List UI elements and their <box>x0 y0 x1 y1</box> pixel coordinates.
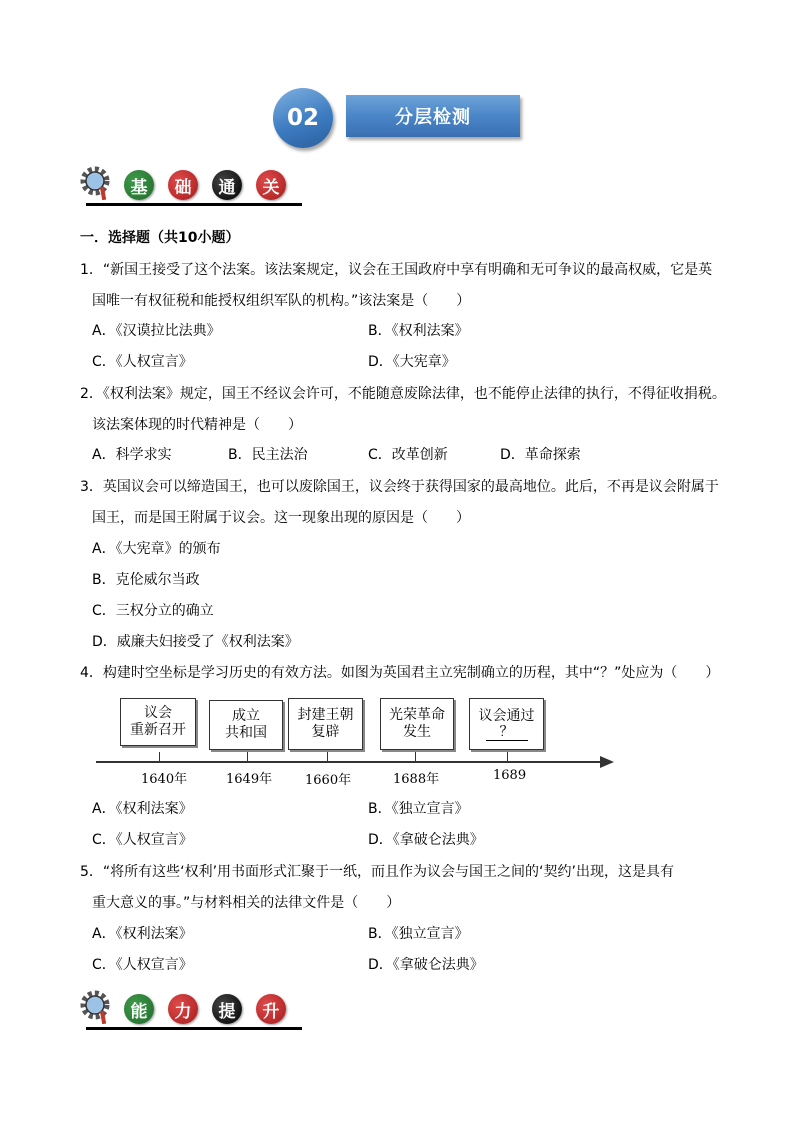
basic-char-4: 关 <box>256 170 286 200</box>
q2-option-c[interactable]: C．改革创新 <box>368 447 448 463</box>
basic-char-1: 基 <box>124 170 154 200</box>
section-number: 02 <box>286 105 319 131</box>
q1-option-d[interactable]: D．《大宪章》 <box>368 354 456 370</box>
q2-option-a[interactable]: A．科学求实 <box>92 447 172 463</box>
q1-line2: 国唯一有权征税和能授权组织军队的机构。”该法案是（ ） <box>92 293 471 309</box>
q4-line1: 4．构建时空坐标是学习历史的有效方法。如图为英国君主立宪制确立的历程，其中“？”处应为（ ） <box>80 665 720 681</box>
q5-option-b[interactable]: B．《独立宣言》 <box>368 926 469 942</box>
timeline-year: 1689 <box>493 768 527 783</box>
timeline-tick <box>247 752 248 762</box>
section-number-badge <box>273 88 333 148</box>
advanced-char-4: 升 <box>256 994 286 1024</box>
timeline-axis <box>96 761 606 763</box>
q2-option-d[interactable]: D．革命探索 <box>500 447 581 463</box>
section-underline <box>86 1027 302 1030</box>
q3-option-d[interactable]: D．威廉夫妇接受了《权利法案》 <box>92 634 299 650</box>
section-title-banner <box>346 95 520 137</box>
part-title: 一．选择题（共10小题） <box>80 230 240 246</box>
timeline-year: 1640年 <box>141 772 188 787</box>
q4-option-a[interactable]: A．《权利法案》 <box>92 801 193 817</box>
q5-option-c[interactable]: C．《人权宣言》 <box>92 957 193 973</box>
q5-option-a[interactable]: A．《权利法案》 <box>92 926 193 942</box>
q2-line2: 该法案体现的时代精神是（ ） <box>92 417 302 433</box>
basic-char-2: 础 <box>168 170 198 200</box>
q5-line2: 重大意义的事。”与材料相关的法律文件是（ ） <box>92 895 401 911</box>
q3-line2: 国王，而是国王附属于议会。这一现象出现的原因是（ ） <box>92 510 470 526</box>
q5-option-d[interactable]: D．《拿破仑法典》 <box>368 957 484 973</box>
q3-line1: 3．英国议会可以缔造国王，也可以废除国王，议会终于获得国家的最高地位。此后，不再是议会附属于 <box>80 479 719 495</box>
q1-option-b[interactable]: B．《权利法案》 <box>368 323 469 339</box>
timeline-tick <box>159 752 160 762</box>
q3-option-a[interactable]: A．《大宪章》的颁布 <box>92 541 221 557</box>
q5-line1: 5．“将所有这些‘权利’用书面形式汇聚于一纸，而且作为议会与国王之间的‘契约’出现，这是具有 <box>80 864 674 880</box>
advanced-char-3: 提 <box>212 994 242 1024</box>
q1-option-a[interactable]: A．《汉谟拉比法典》 <box>92 323 221 339</box>
timeline-year: 1688年 <box>393 772 440 787</box>
q1-line1: 1．“新国王接受了这个法案。该法案规定，议会在王国政府中享有明确和无可争议的最高权威，它是英 <box>80 262 713 278</box>
q4-option-b[interactable]: B．《独立宣言》 <box>368 801 469 817</box>
timeline-tick <box>327 752 328 762</box>
timeline-box: 议会 重新召开 <box>120 698 196 746</box>
timeline-box-question: 议会通过 ？ <box>469 698 544 750</box>
timeline-box: 封建王朝 复辟 <box>288 698 363 750</box>
timeline-box: 成立 共和国 <box>209 700 283 750</box>
advanced-char-2: 力 <box>168 994 198 1024</box>
timeline-year: 1660年 <box>305 773 352 788</box>
basic-char-3: 通 <box>212 170 242 200</box>
q4-option-d[interactable]: D．《拿破仑法典》 <box>368 832 484 848</box>
timeline-arrow-icon <box>600 756 614 768</box>
q3-option-c[interactable]: C．三权分立的确立 <box>92 603 214 619</box>
gear-magnifier-icon <box>80 166 114 204</box>
timeline-tick <box>507 752 508 762</box>
q2-line1: 2．《权利法案》规定，国王不经议会许可，不能随意废除法律，也不能停止法律的执行，不得征收捐税。 <box>80 386 726 402</box>
q1-option-c[interactable]: C．《人权宣言》 <box>92 354 193 370</box>
timeline-tick <box>415 752 416 762</box>
section-underline <box>86 203 302 206</box>
gear-magnifier-icon <box>80 990 114 1028</box>
q4-option-c[interactable]: C．《人权宣言》 <box>92 832 193 848</box>
section-title: 分层检测 <box>395 107 471 128</box>
q3-option-b[interactable]: B．克伦威尔当政 <box>92 572 200 588</box>
timeline-box: 光荣革命 发生 <box>380 698 454 750</box>
advanced-char-1: 能 <box>124 994 154 1024</box>
q2-option-b[interactable]: B．民主法治 <box>228 447 308 463</box>
timeline-year: 1649年 <box>226 772 273 787</box>
